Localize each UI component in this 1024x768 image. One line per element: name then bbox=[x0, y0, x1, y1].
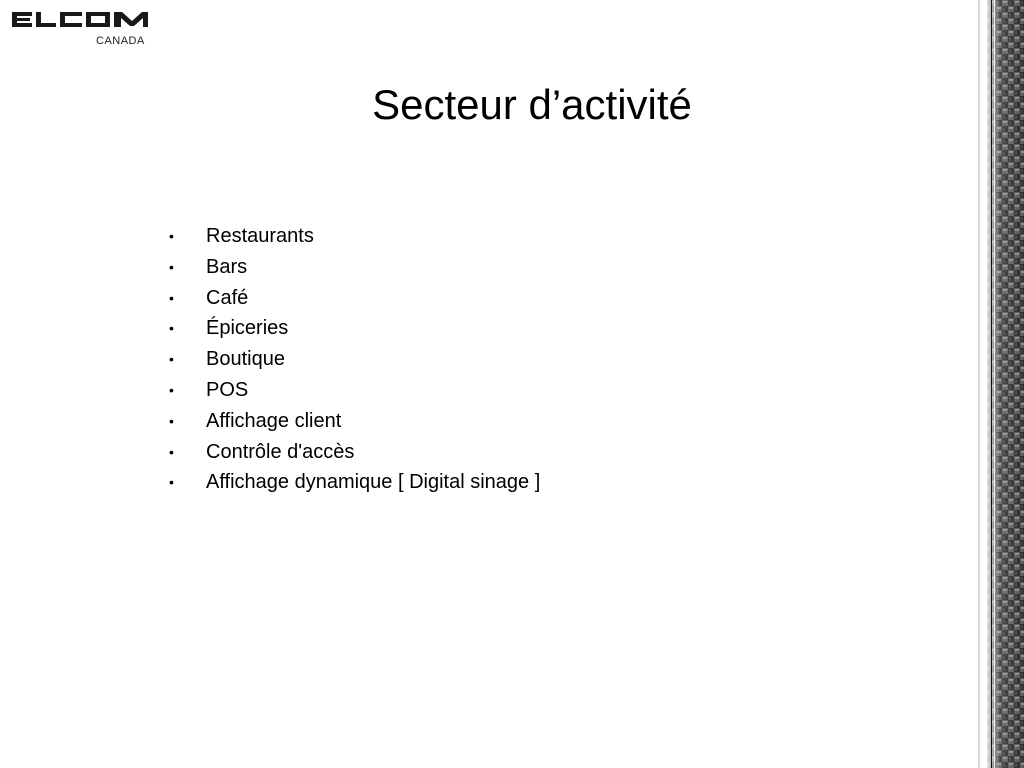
list-item-text: Épiceries bbox=[206, 317, 289, 340]
bullet-icon: • bbox=[169, 320, 174, 337]
bullet-icon: • bbox=[169, 351, 174, 368]
elcom-logo bbox=[10, 8, 150, 47]
list-item-text: Affichage dynamique [ Digital sinage ] bbox=[206, 471, 541, 494]
bullet-icon: • bbox=[169, 412, 174, 429]
list-item bbox=[160, 467, 540, 498]
list-item-text: Café bbox=[206, 286, 249, 309]
list-item bbox=[160, 406, 540, 437]
list-item bbox=[160, 252, 540, 283]
list-item-text: Restaurants bbox=[206, 225, 314, 247]
list-item-text: Contrôle d'accès bbox=[206, 440, 355, 463]
list-item-text: Affichage client bbox=[206, 409, 342, 432]
bullet-icon: • bbox=[169, 228, 174, 244]
elcom-logo-mark bbox=[10, 8, 150, 30]
list-item bbox=[160, 437, 540, 468]
list-item bbox=[160, 221, 540, 252]
bullet-icon: • bbox=[169, 443, 174, 460]
list-item bbox=[160, 375, 540, 406]
bullet-icon: • bbox=[169, 258, 174, 275]
list-item bbox=[160, 283, 540, 314]
carbon-pattern-border bbox=[978, 0, 1024, 768]
list-item-text: POS bbox=[206, 378, 249, 401]
list-item bbox=[160, 313, 540, 344]
list-item-text: Bars bbox=[206, 255, 248, 278]
decorative-side-border bbox=[978, 0, 1024, 768]
bullet-list bbox=[160, 221, 540, 498]
slide-title: Secteur d’activité bbox=[372, 81, 692, 128]
bullet-icon: • bbox=[169, 474, 174, 491]
logo-subtitle: CANADA bbox=[96, 35, 145, 47]
bullet-icon: • bbox=[169, 289, 174, 306]
bullet-icon: • bbox=[169, 381, 174, 398]
list-item bbox=[160, 344, 540, 375]
list-item-text: Boutique bbox=[206, 348, 285, 371]
